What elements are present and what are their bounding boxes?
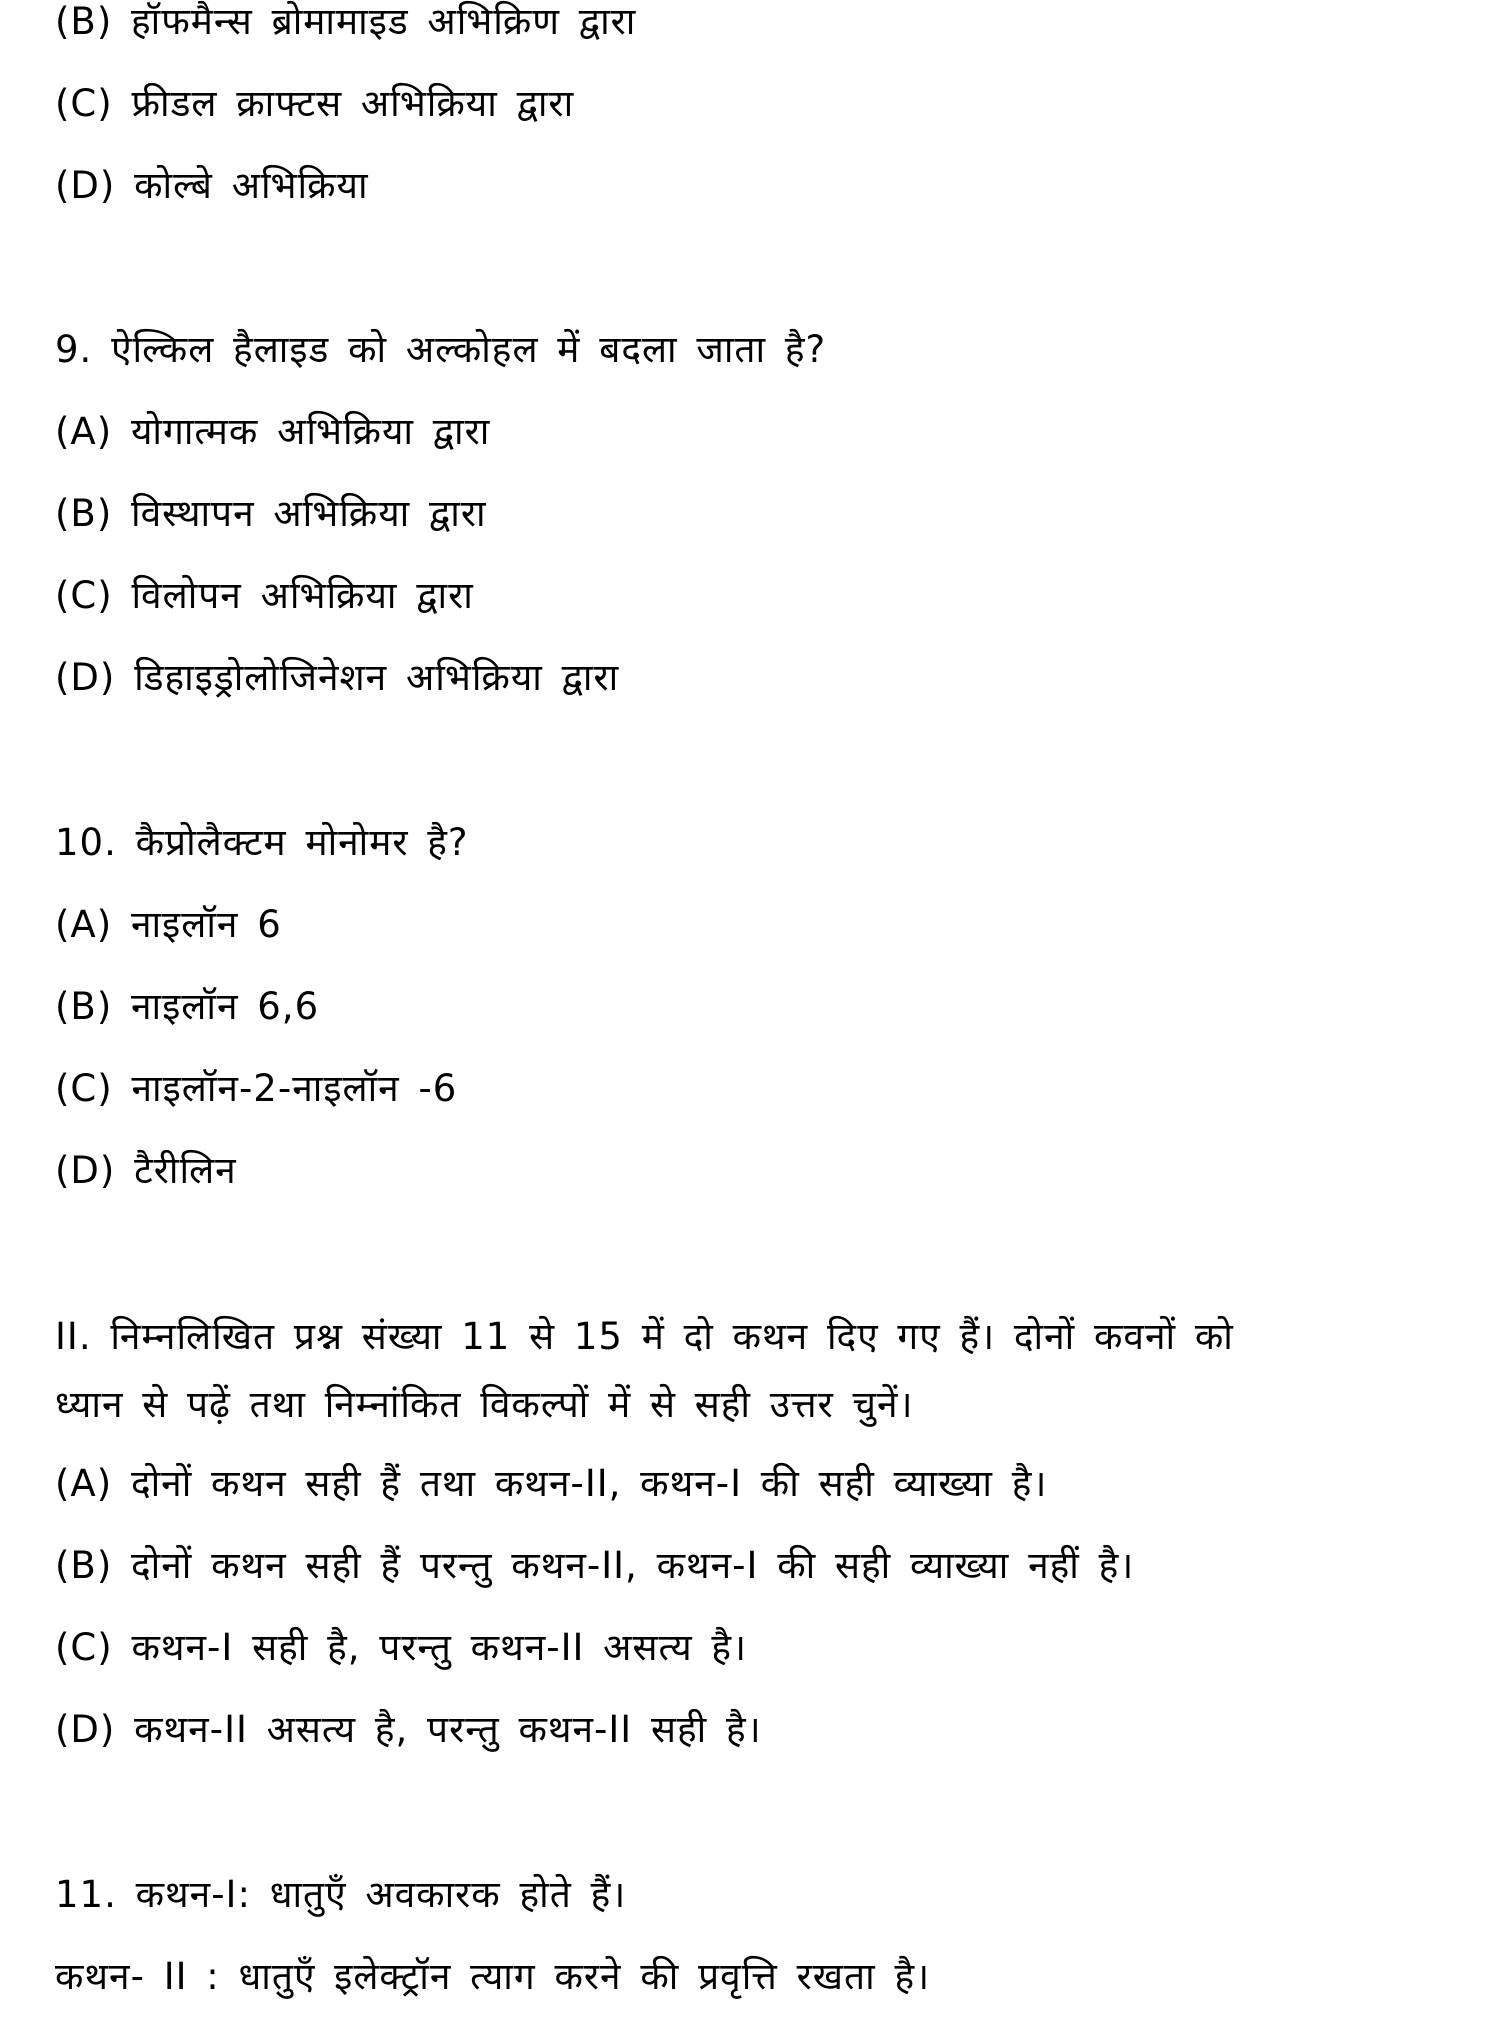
question-11-statement-1: 11. कथन-I: धातुएँ अवकारक होते हैं। bbox=[55, 1873, 627, 1916]
question-9-option-d: (D) डिहाइड्रोलोजिनेशन अभिक्रिया द्वारा bbox=[55, 656, 620, 699]
question-9-text: 9. ऐल्किल हैलाइड को अल्कोहल में बदला जाता है? bbox=[55, 328, 827, 371]
section-2-option-c: (C) कथन-I सही है, परन्तु कथन-II असत्य है। bbox=[55, 1626, 748, 1669]
section-2-option-a: (A) दोनों कथन सही हैं तथा कथन-II, कथन-I की सही व्याख्या है। bbox=[55, 1462, 1048, 1505]
option-d-previous-question: (D) कोल्बे अभिक्रिया bbox=[55, 164, 369, 207]
question-11-statement-2: कथन- II : धातुएँ इलेक्ट्रॉन त्याग करने की प्रवृत्ति रखता है। bbox=[55, 1955, 931, 1998]
question-10-text: 10. कैप्रोलैक्टम मोनोमर है? bbox=[55, 821, 469, 864]
question-9-option-c: (C) विलोपन अभिक्रिया द्वारा bbox=[55, 574, 474, 617]
question-9-option-a: (A) योगात्मक अभिक्रिया द्वारा bbox=[55, 410, 491, 453]
section-2-instruction-line-2: ध्यान से पढ़ें तथा निम्नांकित विकल्पों में से सही उत्तर चुनें। bbox=[55, 1383, 914, 1426]
question-10-option-c: (C) नाइलॉन-2-नाइलॉन -6 bbox=[55, 1067, 458, 1110]
question-10-option-a: (A) नाइलॉन 6 bbox=[55, 903, 282, 946]
option-b-previous-question: (B) हॉफमैन्स ब्रोमामाइड अभिक्रिण द्वारा bbox=[55, 0, 637, 43]
question-9-option-b: (B) विस्थापन अभिक्रिया द्वारा bbox=[55, 492, 487, 535]
section-2-option-b: (B) दोनों कथन सही हैं परन्तु कथन-II, कथन-I की सही व्याख्या नहीं है। bbox=[55, 1544, 1135, 1587]
section-2-instruction-line-1: II. निम्नलिखित प्रश्न संख्या 11 से 15 में दो कथन दिए गए हैं। दोनों कवनों को bbox=[55, 1315, 1234, 1358]
section-2-option-d: (D) कथन-II असत्य है, परन्तु कथन-II सही है। bbox=[55, 1708, 762, 1751]
question-10-option-b: (B) नाइलॉन 6,6 bbox=[55, 985, 320, 1028]
option-c-previous-question: (C) फ्रीडल क्राफ्टस अभिक्रिया द्वारा bbox=[55, 82, 575, 125]
question-10-option-d: (D) टैरीलिन bbox=[55, 1149, 237, 1192]
